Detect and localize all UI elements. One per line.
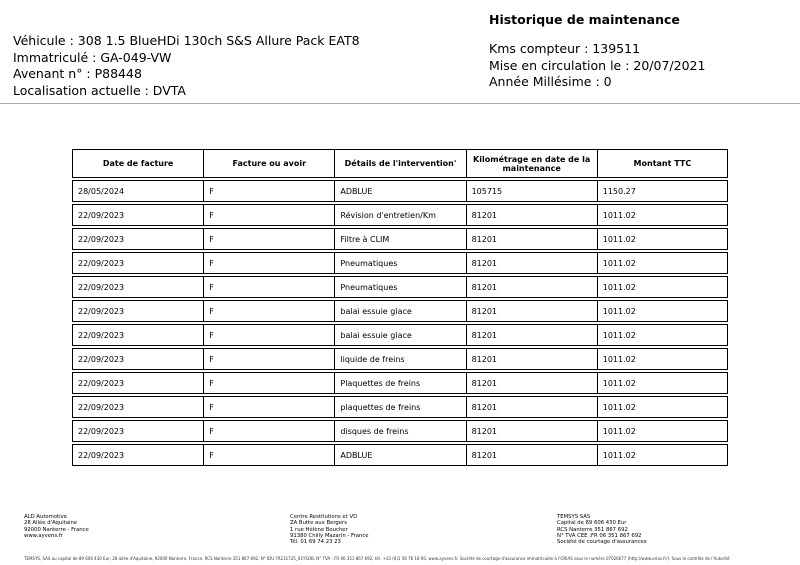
cell-mileage: 81201 xyxy=(466,300,597,322)
cell-amount: 1011.02 xyxy=(597,252,728,274)
vehicle-info xyxy=(13,33,360,99)
table-header-row xyxy=(72,149,728,178)
cell-invoice-type: F xyxy=(203,252,334,274)
cell-invoice-type: F xyxy=(203,300,334,322)
table-row xyxy=(72,204,728,226)
table-row xyxy=(72,324,728,346)
cell-invoice-date: 22/09/2023 xyxy=(72,324,203,346)
amendment-number: Avenant n° : P88448 xyxy=(13,66,142,81)
footer-line: RCS Nanterre 351 867 692 xyxy=(557,526,628,533)
footer-line: Société de courtage d'assurances xyxy=(557,539,647,546)
cell-intervention-details: balai essuie glace xyxy=(334,300,465,322)
footer-phone: Tél. 01 69 74 23 23 xyxy=(290,539,341,546)
cell-amount: 1011.02 xyxy=(597,276,728,298)
cell-intervention-details: Révision d'entretien/Km xyxy=(334,204,465,226)
footer-line: N° TVA CEE :FR 06 351 867 692 xyxy=(557,532,642,539)
table-row xyxy=(72,348,728,370)
vehicle-model: Véhicule : 308 1.5 BlueHDi 130ch S&S Allure Pack EAT8 xyxy=(13,33,360,48)
footer-legal-notice: TEMSYS, SAS au capital de 89 606 430 Eur, 28 allée d'Aquitaine, 92000 Nanterre, France, RCS Nanterre 351 867 692, N° IDU FR231725_01YSOB, N° TVA : FR 06 351 867 692, tél. +33 (0)1 56 76 18 00, www.ayvens.fr. Société de courtage d'assurance immatriculée à l'ORIAS sous le numéro 07026677 (http://www.orias.fr/). Sous le contrôle de l'Autorité xyxy=(24,556,730,561)
maintenance-summary xyxy=(489,12,705,91)
footer-line: 1 rue Hélène Boucher xyxy=(290,526,348,533)
cell-intervention-details: Filtre à CLIM xyxy=(334,228,465,250)
cell-mileage: 81201 xyxy=(466,444,597,466)
cell-invoice-type: F xyxy=(203,228,334,250)
cell-intervention-details: Pneumatiques xyxy=(334,252,465,274)
cell-mileage: 81201 xyxy=(466,420,597,442)
table-row xyxy=(72,372,728,394)
cell-invoice-date: 22/09/2023 xyxy=(72,204,203,226)
cell-amount: 1011.02 xyxy=(597,372,728,394)
table-body xyxy=(72,180,728,466)
model-year: Année Millésime : 0 xyxy=(489,74,612,89)
footer-line: ZA Butte aux Bergers xyxy=(290,520,347,527)
document-title: Historique de maintenance xyxy=(489,12,680,27)
column-header-invoice-date: Date de facture xyxy=(72,149,203,178)
footer-line: 92000 Nanterre - France xyxy=(24,526,89,533)
cell-invoice-type: F xyxy=(203,180,334,202)
maintenance-table xyxy=(72,147,728,468)
cell-amount: 1011.02 xyxy=(597,300,728,322)
cell-intervention-details: Pneumatiques xyxy=(334,276,465,298)
footer-restitution-center xyxy=(290,514,369,545)
cell-invoice-date: 22/09/2023 xyxy=(72,444,203,466)
table-row xyxy=(72,228,728,250)
current-location: Localisation actuelle : DVTA xyxy=(13,82,186,98)
cell-intervention-details: balai essuie glace xyxy=(334,324,465,346)
table-row xyxy=(72,180,728,202)
footer-line: Capital de 89 606 430 Eur xyxy=(557,520,627,527)
column-header-intervention-details: Détails de l'intervention' xyxy=(334,149,465,178)
cell-amount: 1011.02 xyxy=(597,228,728,250)
footer-legal-entity xyxy=(557,514,647,545)
cell-amount: 1011.02 xyxy=(597,204,728,226)
table-row xyxy=(72,396,728,418)
cell-invoice-date: 22/09/2023 xyxy=(72,252,203,274)
cell-amount: 1011.02 xyxy=(597,348,728,370)
cell-invoice-date: 22/09/2023 xyxy=(72,300,203,322)
cell-mileage: 81201 xyxy=(466,204,597,226)
cell-mileage: 81201 xyxy=(466,396,597,418)
cell-invoice-type: F xyxy=(203,324,334,346)
cell-mileage: 81201 xyxy=(466,228,597,250)
cell-invoice-type: F xyxy=(203,348,334,370)
cell-invoice-type: F xyxy=(203,204,334,226)
cell-amount: 1150.27 xyxy=(597,180,728,202)
cell-invoice-date: 22/09/2023 xyxy=(72,348,203,370)
footer-company-address xyxy=(24,514,89,539)
cell-mileage: 81201 xyxy=(466,324,597,346)
cell-intervention-details: disques de freins xyxy=(334,420,465,442)
footer-line: TEMSYS SAS xyxy=(557,514,591,520)
cell-mileage: 81201 xyxy=(466,348,597,370)
table-row xyxy=(72,252,728,274)
cell-amount: 1011.02 xyxy=(597,420,728,442)
footer-line: Centre Restitutions et VD xyxy=(290,514,358,520)
table-row xyxy=(72,444,728,466)
cell-invoice-type: F xyxy=(203,372,334,394)
footer-line: 28 Allée d'Aquitaine xyxy=(24,520,78,527)
table-row xyxy=(72,300,728,322)
cell-invoice-date: 22/09/2023 xyxy=(72,396,203,418)
cell-mileage: 81201 xyxy=(466,276,597,298)
cell-intervention-details: ADBLUE xyxy=(334,180,465,202)
cell-invoice-date: 22/09/2023 xyxy=(72,372,203,394)
odometer: Kms compteur : 139511 xyxy=(489,41,641,56)
cell-intervention-details: ADBLUE xyxy=(334,444,465,466)
table-row xyxy=(72,420,728,442)
cell-amount: 1011.02 xyxy=(597,444,728,466)
cell-invoice-date: 22/09/2023 xyxy=(72,420,203,442)
footer-line: 91380 Chilly Mazarin - France xyxy=(290,532,369,539)
cell-intervention-details: liquide de freins xyxy=(334,348,465,370)
cell-amount: 1011.02 xyxy=(597,396,728,418)
cell-intervention-details: plaquettes de freins xyxy=(334,396,465,418)
header-divider xyxy=(0,103,800,104)
cell-invoice-date: 22/09/2023 xyxy=(72,228,203,250)
cell-mileage: 105715 xyxy=(466,180,597,202)
cell-intervention-details: Plaquettes de freins xyxy=(334,372,465,394)
cell-mileage: 81201 xyxy=(466,372,597,394)
cell-invoice-type: F xyxy=(203,420,334,442)
cell-invoice-type: F xyxy=(203,444,334,466)
table-row xyxy=(72,276,728,298)
column-header-amount: Montant TTC xyxy=(597,149,728,178)
cell-invoice-type: F xyxy=(203,276,334,298)
column-header-mileage: Kilométrage en date de la maintenance xyxy=(466,149,597,178)
registration-plate: Immatriculé : GA-049-VW xyxy=(13,49,172,65)
column-header-invoice-type: Facture ou avoir xyxy=(203,149,334,178)
cell-mileage: 81201 xyxy=(466,252,597,274)
footer-line: ALD Automotive xyxy=(24,514,67,520)
cell-invoice-type: F xyxy=(203,396,334,418)
cell-amount: 1011.02 xyxy=(597,324,728,346)
cell-invoice-date: 22/09/2023 xyxy=(72,276,203,298)
footer-website: www.ayvens.fr xyxy=(24,532,63,539)
first-registration-date: Mise en circulation le : 20/07/2021 xyxy=(489,57,706,73)
cell-invoice-date: 28/05/2024 xyxy=(72,180,203,202)
